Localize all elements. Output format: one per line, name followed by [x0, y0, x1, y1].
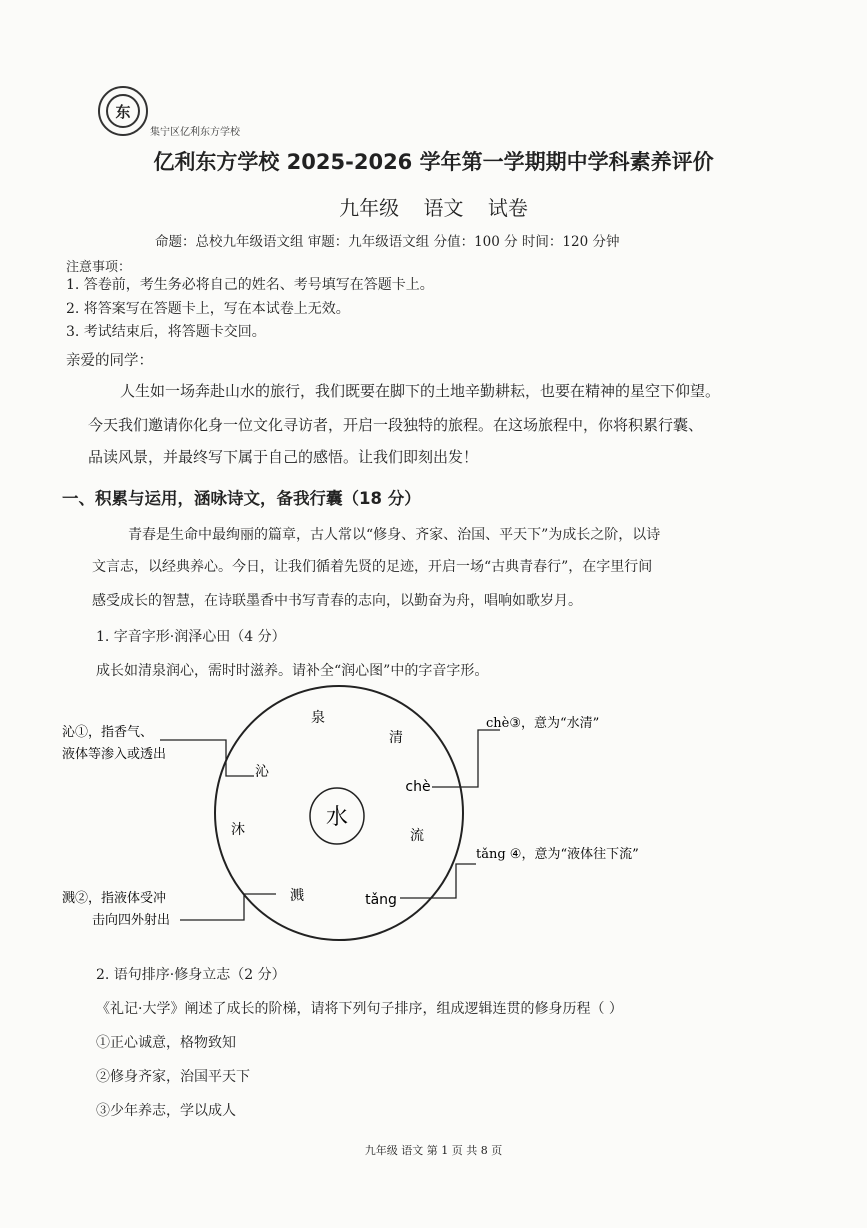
run-xin-diagram	[0, 680, 867, 950]
connector-left-top	[160, 740, 254, 776]
callout-che: chè③，意为“水清”	[486, 716, 600, 731]
ring-char-qing: 清	[389, 730, 403, 746]
center-char: 水	[325, 805, 349, 830]
callout-jian-line: 击向四外射出	[92, 913, 171, 928]
ring-char-qin: 沁	[255, 764, 269, 780]
question-1-desc: 成长如清泉润心，需时时滋养。请补全“润心图”中的字音字形。	[96, 663, 489, 679]
callout-qin-line: 液体等渗入或透出	[62, 747, 167, 762]
question-2-desc: 《礼记·大学》阐述了成长的阶梯，请将下列句子排序，组成逻辑连贯的修身历程（ ）	[96, 1001, 623, 1017]
notice-item: 2. 将答案写在答题卡上，写在本试卷上无效。	[66, 301, 350, 317]
page-title: 亿利东方学校 2025-2026 学年第一学期期中学科素养评价	[153, 150, 714, 174]
notice-item: 3. 考试结束后，将答题卡交回。	[66, 324, 266, 340]
option-item: ①正心诚意，格物致知	[96, 1035, 236, 1051]
connector-right-bottom	[400, 864, 476, 898]
section-title: 一、积累与运用，涵咏诗文，备我行囊（18 分）	[62, 489, 421, 508]
section-para-line: 青春是生命中最绚丽的篇章，古人常以“修身、齐家、治国、平天下”为成长之阶，以诗	[128, 527, 661, 543]
notice-heading: 注意事项：	[66, 260, 132, 275]
ring-char-jian: 溅	[290, 888, 304, 904]
ring-char-che: chè	[405, 779, 431, 795]
ring-char-liu: 流	[410, 828, 424, 844]
page-footer: 九年级 语文 第 1 页 共 8 页	[364, 1144, 503, 1157]
section-para-line: 文言志，以经典养心。今日，让我们循着先贤的足迹，开启一场“古典青春行”，在字里行间	[92, 559, 653, 575]
option-item: ②修身齐家，治国平天下	[96, 1069, 250, 1085]
option-item: ③少年养志，学以成人	[96, 1103, 236, 1119]
logo-char: 东	[106, 94, 140, 128]
page-subtitle: 九年级 语文 试卷	[339, 196, 528, 220]
section-para-line: 感受成长的智慧，在诗联墨香中书写青春的志向，以勤奋为舟，唱响如歌岁月。	[92, 593, 582, 609]
connector-right-top	[432, 730, 500, 787]
callout-qin-line: 沁①，指香气、	[62, 725, 154, 740]
intro-line: 品读风景，并最终写下属于自己的感悟。让我们即刻出发！	[88, 448, 479, 466]
exam-meta: 命题：总校九年级语文组 审题：九年级语文组 分值：100 分 时间：120 分钟	[155, 234, 620, 250]
school-logo	[98, 86, 148, 136]
callout-jian-line: 溅②，指液体受冲	[62, 891, 167, 906]
connector-left-bottom	[180, 894, 276, 920]
notice-item: 1. 答卷前，考生务必将自己的姓名、考号填写在答题卡上。	[66, 277, 434, 293]
ring-char-mu: 沐	[231, 822, 245, 838]
question-1-title: 1. 字音字形·润泽心田（4 分）	[96, 629, 286, 645]
school-name-small: 集宁区亿利东方学校	[150, 127, 240, 138]
ring-char-tang: tǎng	[365, 892, 397, 908]
greeting: 亲爱的同学：	[66, 353, 153, 369]
callout-tang: tǎng ④，意为“液体往下流”	[476, 847, 639, 862]
intro-line: 人生如一场奔赴山水的旅行，我们既要在脚下的土地辛勤耕耘，也要在精神的星空下仰望。	[120, 382, 721, 400]
ring-char-quan: 泉	[311, 710, 325, 726]
question-2-title: 2. 语句排序·修身立志（2 分）	[96, 967, 286, 983]
intro-line: 今天我们邀请你化身一位文化寻访者，开启一段独特的旅程。在这场旅程中，你将积累行囊、	[88, 416, 704, 434]
